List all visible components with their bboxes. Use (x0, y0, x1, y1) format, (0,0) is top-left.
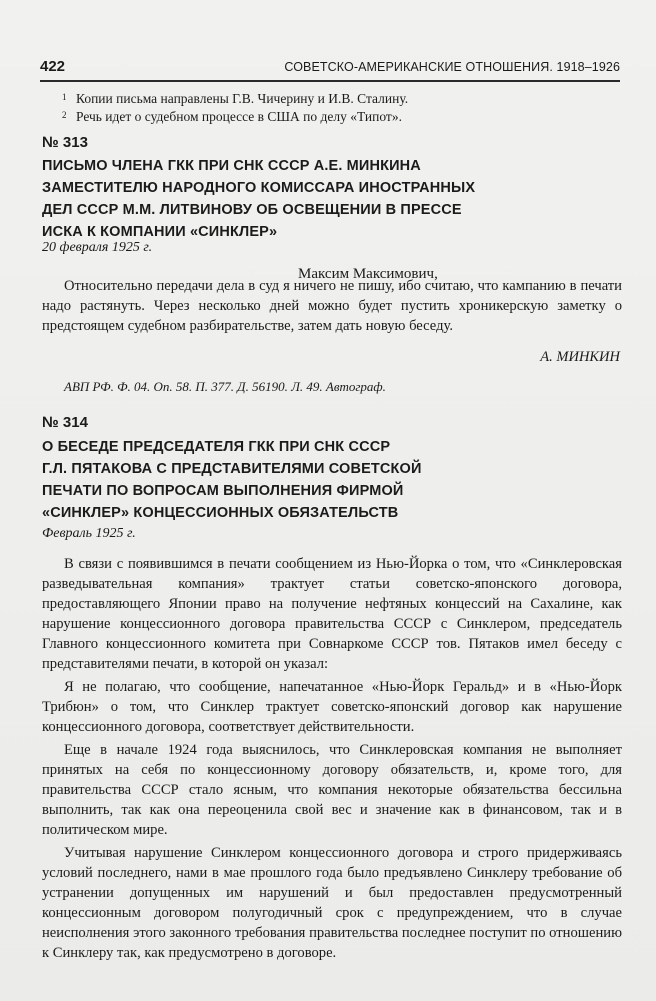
footnote-mark: 2 (62, 110, 67, 120)
doc-314-body (42, 554, 622, 966)
paragraph: Относительно передачи дела в суд я ничего не пишу, ибо считаю, что кампанию в печати надо растянуть. Через несколько дней можно будет пустить хроникерскую заметку о предстоящем судебном разбирательстве, затем дать новую беседу. (42, 278, 622, 334)
page-header (40, 56, 620, 82)
paragraph: Я не полагаю, что сообщение, напечатанное «Нью-Йорк Геральд» и в «Нью-Йорк Трибюн» о том, что Синклер трактует советско-японский договор как нарушение концессионного договора, соответствует действительности. (42, 679, 622, 735)
page-number: 422 (40, 58, 66, 75)
title-line: ЗАМЕСТИТЕЛЮ НАРОДНОГО КОМИССАРА ИНОСТРАННЫХ (42, 180, 476, 196)
title-line: Г.Л. ПЯТАКОВА С ПРЕДСТАВИТЕЛЯМИ СОВЕТСКОЙ (42, 461, 422, 477)
title-line: «СИНКЛЕР» КОНЦЕССИОННЫХ ОБЯЗАТЕЛЬСТВ (42, 505, 399, 521)
doc-313-signature: А. МИНКИН (540, 349, 620, 365)
doc-313-number: № 313 (42, 134, 88, 151)
doc-313-salutation: Максим Максимович, (298, 266, 438, 282)
footnote (62, 90, 622, 108)
paragraph: В связи с появившимся в печати сообщением из Нью-Йорка о том, что «Синклеровская разведывательная компания» трактует статьи советско-японского договора, предоставляющего Японии право на получение нефтяных концессий на Сахалине, как нарушение концессионного договора правительства СССР с Синклером, председатель Главного концессионного комитета при Совнаркоме СССР тов. Пятаков имел беседу с представителями печати, в которой он указал: (42, 556, 622, 672)
paragraph: Еще в начале 1924 года выяснилось, что Синклеровская компания не выполняет принятых на себя по концессионному договору обязательств, и, кроме того, для правительства СССР стало ясным, что компания некоторые обязательства бессильна выполнить, так как она переоценила свой вес и значение как в финансовом, так и в политическом мире. (42, 742, 622, 838)
doc-313-date: 20 февраля 1925 г. (42, 240, 153, 255)
running-head: СОВЕТСКО-АМЕРИКАНСКИЕ ОТНОШЕНИЯ. 1918–1926 (284, 60, 620, 74)
title-line: О БЕСЕДЕ ПРЕДСЕДАТЕЛЯ ГКК ПРИ СНК СССР (42, 439, 391, 455)
footnote-text: Речь идет о судебном процессе в США по делу «Типот». (76, 109, 402, 124)
doc-313-body (42, 276, 622, 339)
footnotes (62, 90, 622, 126)
doc-314-number: № 314 (42, 414, 88, 431)
footnote (62, 108, 622, 126)
paragraph: Учитывая нарушение Синклером концессионного договора и строго придерживаясь условий последнего, нами в мае прошлого года было предъявлено Синклеру требование об устранении допущенных им нарушений и был предоставлен предусмотренный концессионным договором полугодичный срок с предупреждением, что в случае неисполнения этого законного требования правительства последнее поступит по отношению к Синклеру так, как предусмотрено в договоре. (42, 845, 622, 961)
title-line: ДЕЛ СССР М.М. ЛИТВИНОВУ ОБ ОСВЕЩЕНИИ В ПРЕССЕ (42, 202, 462, 218)
doc-313-title (42, 155, 622, 243)
title-line: ПЕЧАТИ ПО ВОПРОСАМ ВЫПОЛНЕНИЯ ФИРМОЙ (42, 483, 404, 499)
doc-314-title (42, 436, 622, 524)
footnote-text: Копии письма направлены Г.В. Чичерину и И.В. Сталину. (76, 91, 409, 106)
title-line: ИСКА К КОМПАНИИ «СИНКЛЕР» (42, 224, 278, 240)
doc-313-archive-ref: АВП РФ. Ф. 04. Оп. 58. П. 377. Д. 56190. Л. 49. Автограф. (64, 379, 386, 394)
doc-314-date: Февраль 1925 г. (42, 526, 136, 541)
footnote-mark: 1 (62, 92, 67, 102)
title-line: ПИСЬМО ЧЛЕНА ГКК ПРИ СНК СССР А.Е. МИНКИНА (42, 158, 421, 174)
